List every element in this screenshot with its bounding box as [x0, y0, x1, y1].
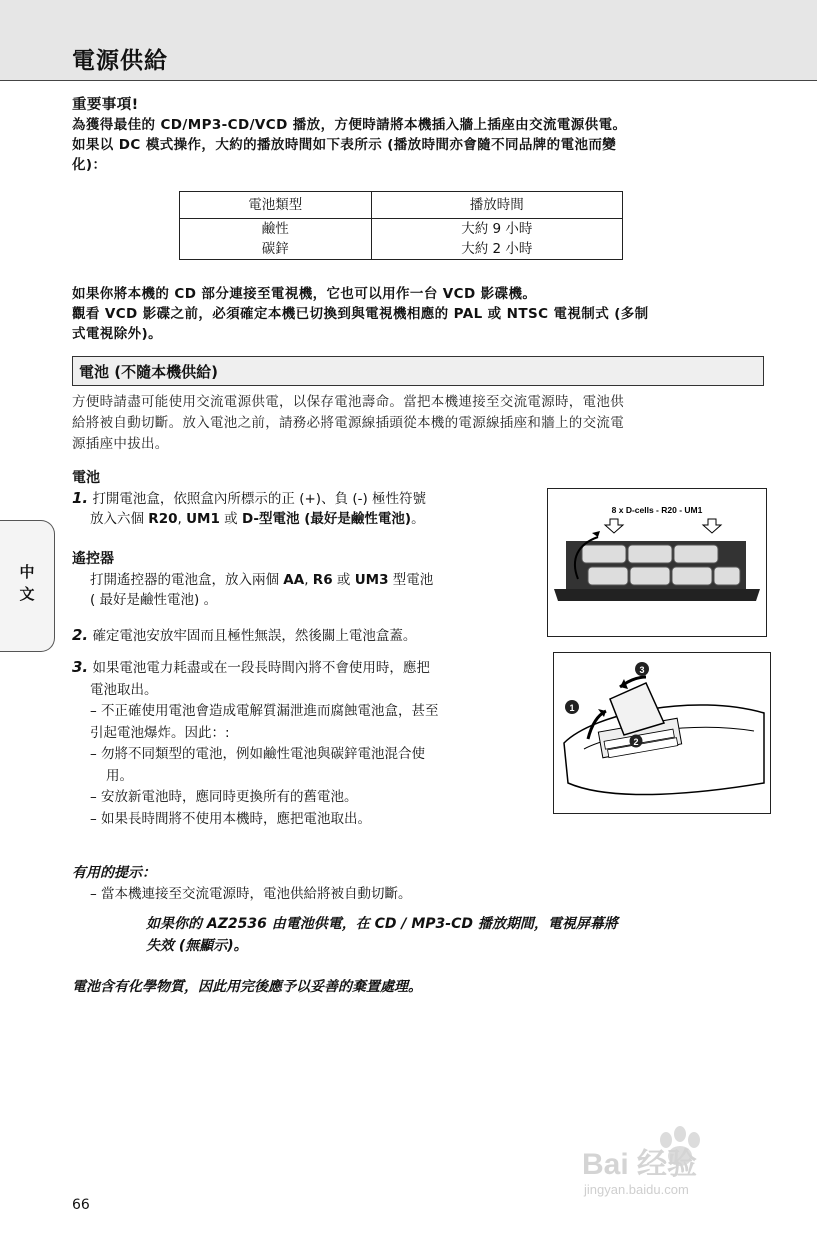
notice-heading: 重要事項! — [72, 97, 139, 113]
playing-time-table — [179, 191, 623, 260]
table-row — [180, 239, 623, 260]
page-title: 電源供給 — [72, 48, 168, 74]
section-title: 電池 (不隨本機供給) — [79, 363, 218, 381]
watermark-brand: Bai 经验 — [582, 1148, 698, 1181]
warning-bullet: – 安放新電池時，應同時更換所有的舊電池。 — [90, 789, 358, 805]
step-number: 1. — [72, 489, 89, 507]
step-2 — [72, 625, 542, 646]
paw-logo-icon — [580, 1120, 770, 1200]
step-number: 2. — [72, 626, 89, 644]
baidu-watermark — [580, 1120, 770, 1200]
step-text: 放入六個 — [90, 511, 149, 527]
disposal-note: 電池含有化學物質，因此用完後應予以妥善的棄置處理。 — [72, 979, 422, 995]
step-marker-label: 1 — [569, 703, 575, 713]
step-text: 電池取出。 — [90, 681, 158, 698]
subheading-battery: 電池 — [72, 470, 100, 486]
separator: , — [177, 511, 187, 527]
step-text: 打開遙控器的電池盒，放入兩個 — [90, 572, 284, 588]
tips-heading: 有用的提示： — [72, 865, 156, 881]
step-1 — [72, 488, 542, 529]
notice-line: 為獲得最佳的 CD/MP3-CD/VCD 播放，方便時請將本機插入牆上插座由交流電源供電。 — [72, 117, 627, 133]
step-text: 如果電池電力耗盡或在一段長時間內將不會使用時，應把 — [92, 660, 430, 676]
step-text: 型電池 — [388, 572, 434, 588]
tv-note-line: 式電視除外)。 — [72, 326, 162, 342]
notice-line: 化)： — [72, 157, 107, 173]
remote-control-illustration — [554, 653, 770, 813]
intro-line: 方便時請盡可能使用交流電源供電，以保存電池壽命。當把本機連接至交流電源時，電池供 — [72, 394, 624, 410]
conjunction: 或 — [219, 511, 242, 527]
tv-warning-line: 如果你的 AZ2536 由電池供電，在 CD / MP3-CD 播放期間，電視屏幕將 — [146, 916, 618, 932]
step-text: 確定電池安放牢固而且極性無誤，然後關上電池盒蓋。 — [92, 628, 417, 644]
step-text: 打開電池盒，依照盒內所標示的正 (+)、負 (-) 極性符號 — [92, 491, 427, 507]
table-cell: 碳鋅 — [180, 239, 372, 260]
tv-warning — [146, 913, 618, 957]
language-tab — [0, 520, 55, 652]
table-cell: 大約 9 小時 — [371, 219, 622, 240]
remote-battery-figure — [553, 652, 771, 814]
page-header — [0, 0, 817, 81]
important-notice — [72, 95, 752, 175]
table-header-cell: 播放時間 — [371, 192, 622, 219]
tv-note-line: 觀看 VCD 影碟之前，必須確定本機已切換到與電視機相應的 PAL 或 NTSC 電視制式 (多制 — [72, 306, 649, 322]
tip-line: – 當本機連接至交流電源時，電池供給將被自動切斷。 — [90, 886, 412, 902]
remote-instructions — [90, 570, 540, 610]
table-cell: 大約 2 小時 — [371, 239, 622, 260]
warning-bullet: – 不正確使用電池會造成電解質漏泄進而腐蝕電池盒，甚至 — [90, 703, 439, 719]
intro-line: 給將被自動切斷。放入電池之前，請務必將電源線插頭從本機的電源線插座和牆上的交流電 — [72, 415, 624, 431]
tv-warning-line: 失效 (無顯示)。 — [146, 938, 248, 954]
battery-type: UM3 — [354, 572, 389, 588]
battery-intro — [72, 392, 762, 455]
warning-bullet: 用。 — [106, 767, 133, 784]
battery-section-header — [72, 356, 764, 386]
battery-type: D-型電池 (最好是鹼性電池) — [241, 511, 412, 527]
watermark-url: jingyan.baidu.com — [584, 1182, 689, 1197]
table-row — [180, 219, 623, 240]
battery-compartment-figure — [547, 488, 767, 637]
battery-type: AA — [283, 572, 305, 588]
warning-bullet: – 勿將不同類型的電池，例如鹼性電池與碳鋅電池混合使 — [90, 746, 426, 762]
table-header-row — [180, 192, 623, 219]
step-marker-label: 2 — [633, 737, 639, 747]
warning-bullet: 引起電池爆炸。因此：: — [90, 724, 230, 741]
step-3 — [72, 657, 542, 830]
table-cell: 鹼性 — [180, 219, 372, 240]
tv-note-line: 如果你將本機的 CD 部分連接至電視機，它也可以用作一台 VCD 影碟機。 — [72, 286, 537, 302]
tv-note — [72, 284, 762, 344]
step-text: ( 最好是鹼性電池) 。 — [90, 592, 218, 608]
language-tab-label: 中文 — [19, 563, 35, 603]
separator: , — [304, 572, 313, 588]
figure1-label: 8 x D-cells - R20 - UM1 — [611, 505, 703, 515]
step-number: 3. — [72, 658, 89, 676]
step-marker-label: 3 — [639, 665, 645, 675]
battery-type: UM1 — [186, 511, 220, 527]
battery-type: R20 — [148, 511, 178, 527]
sentence-end: 。 — [411, 511, 425, 527]
intro-line: 源插座中拔出。 — [72, 436, 169, 452]
battery-compartment-illustration — [548, 489, 766, 636]
notice-line: 如果以 DC 模式操作，大約的播放時間如下表所示 (播放時間亦會隨不同品牌的電池而變 — [72, 137, 617, 153]
subheading-remote: 遙控器 — [72, 551, 114, 567]
warning-bullet: – 如果長時間將不使用本機時，應把電池取出。 — [90, 810, 372, 827]
battery-type: R6 — [312, 572, 333, 588]
conjunction: 或 — [332, 572, 355, 588]
page-number: 66 — [72, 1197, 90, 1213]
table-header-cell: 電池類型 — [180, 192, 372, 219]
